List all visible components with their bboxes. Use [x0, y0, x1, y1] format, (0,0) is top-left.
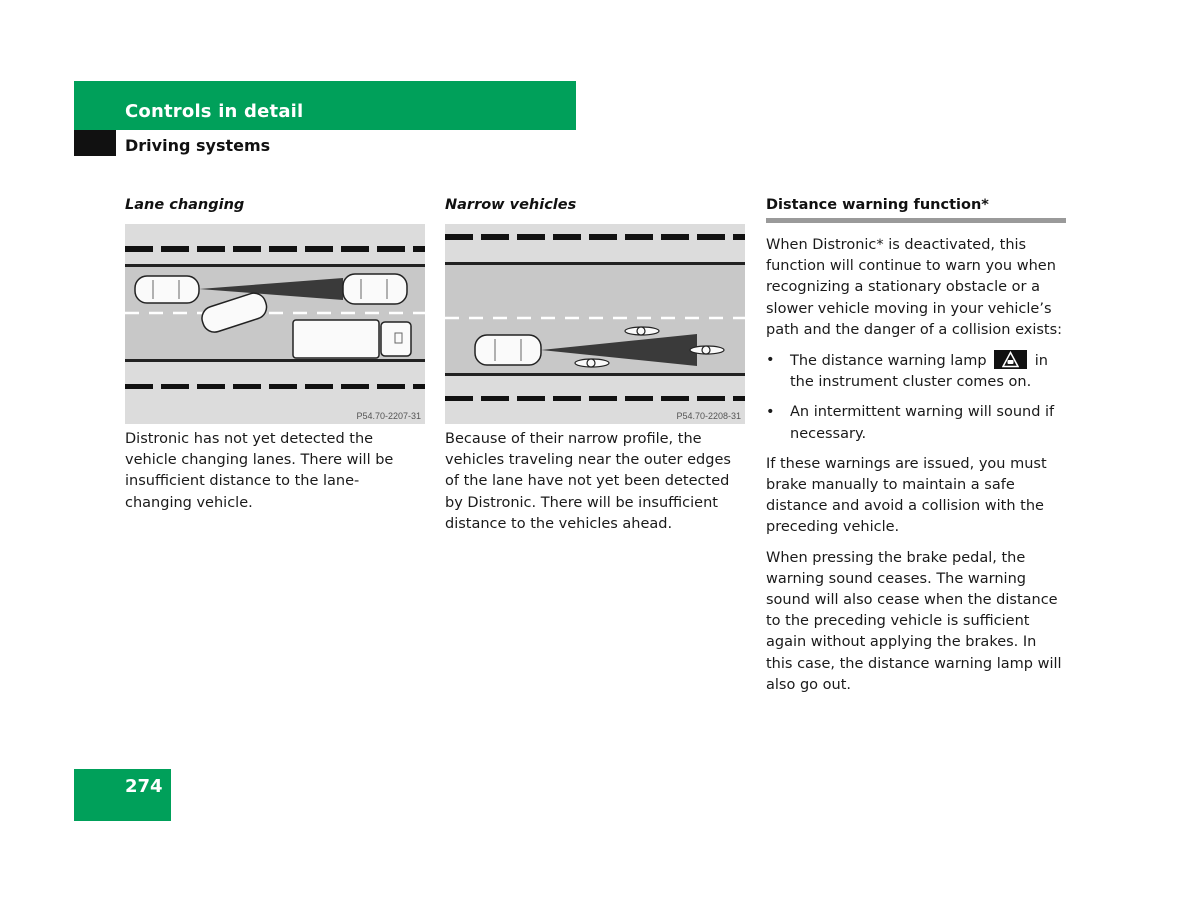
section-title: Controls in detail [125, 101, 304, 122]
narrow-vehicles-heading: Narrow vehicles [445, 197, 577, 213]
lane-changing-figure [125, 224, 425, 424]
heading-rule [766, 218, 1066, 223]
list-item [766, 350, 1066, 393]
page-number: 274 [125, 776, 163, 797]
page-number-box [74, 769, 171, 821]
lamp-text-before: The distance warning lamp [790, 353, 987, 370]
figure-code: P54.70-2208-31 [676, 411, 741, 421]
lamp-text-after: in the instrument cluster comes on. [790, 353, 1048, 391]
distance-warning-heading: Distance warning function* [766, 197, 989, 213]
subsection-marker [74, 130, 116, 156]
narrow-vehicles-caption: Because of their narrow profile, the vehicles traveling near the outer edges of the lane have not yet been detected by Distronic. There will be insufficient distance to the vehicles ahead. [445, 431, 731, 532]
sound-text: An intermittent warning will sound if necessary. [790, 404, 1055, 442]
list-item [766, 402, 1066, 444]
brake-pedal-paragraph: When pressing the brake pedal, the warning sound ceases. The warning sound will also cease when the distance to the preceding vehicle is sufficient again without applying the brakes. In this case, the distance warning lamp will also go out. [766, 549, 1062, 693]
subsection-title: Driving systems [125, 136, 271, 155]
lane-changing-heading: Lane changing [125, 197, 245, 213]
warning-triangle-icon [994, 350, 1027, 369]
section-header-bar [74, 81, 576, 130]
warning-list [766, 350, 1066, 445]
lane-changing-caption: Distronic has not yet detected the vehicle changing lanes. There will be insufficient distance to the lane-changing vehicle. [125, 431, 394, 511]
distance-warning-intro: When Distronic* is deactivated, this function will continue to warn you when recognizing a stationary obstacle or a slower vehicle moving in your vehicle’s path and the danger of a collision exists: [766, 237, 1063, 338]
manual-brake-paragraph: If these warnings are issued, you must brake manually to maintain a safe distance and avoid a collision with the preceding vehicle. [766, 455, 1047, 536]
narrow-vehicles-figure [445, 224, 745, 424]
distance-warning-body [766, 235, 1066, 705]
figure-code: P54.70-2207-31 [356, 411, 421, 421]
bullet: • [766, 404, 775, 421]
bullet: • [766, 352, 775, 369]
